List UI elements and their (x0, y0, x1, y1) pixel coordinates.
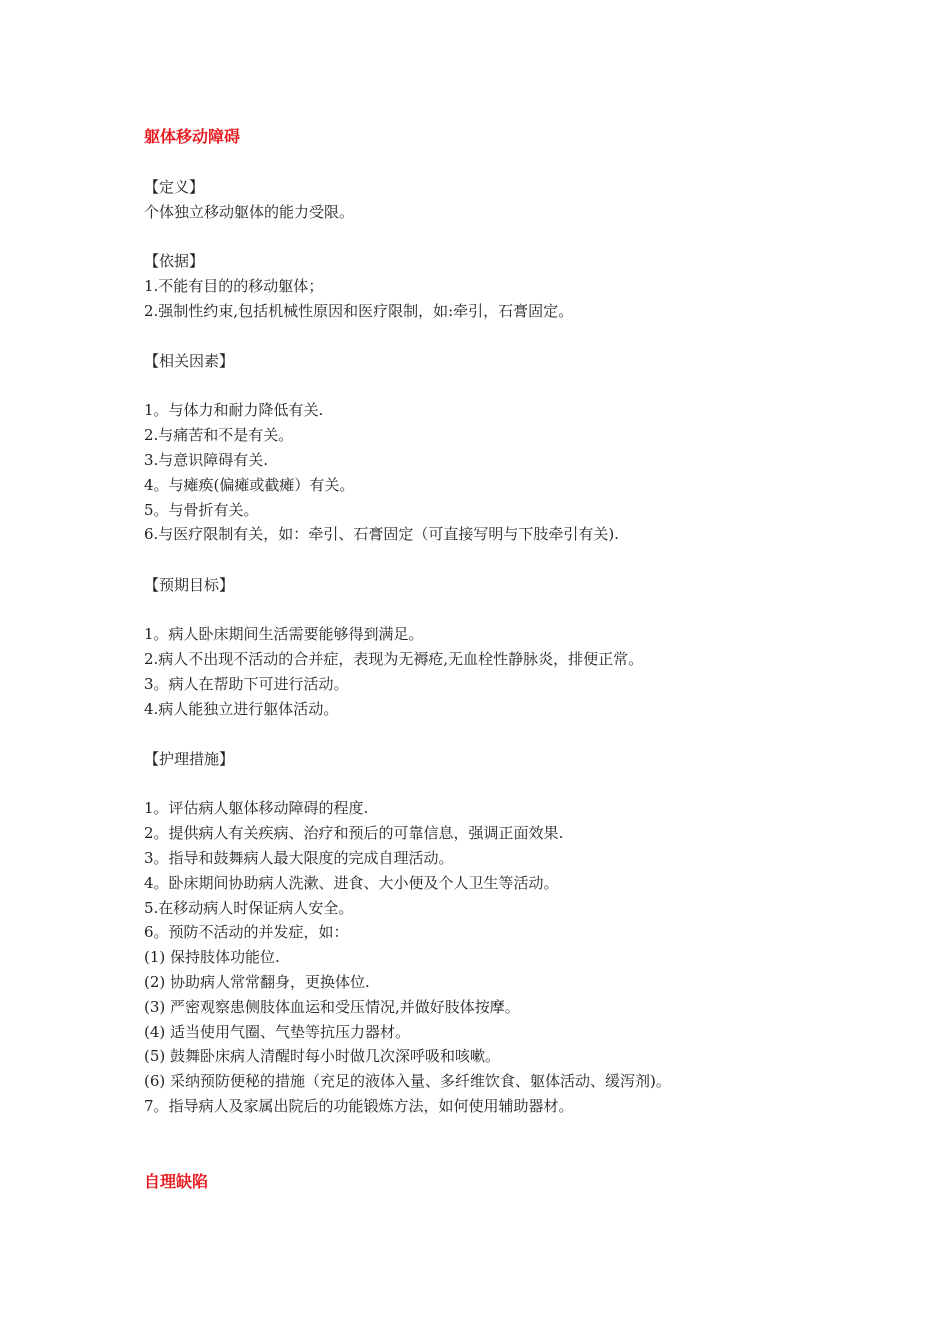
measure-item: 3。指导和鼓舞病人最大限度的完成自理活动。 (144, 849, 454, 867)
measure-subitem: (5) 鼓舞卧床病人清醒时每小时做几次深呼吸和咳嗽。 (144, 1047, 501, 1065)
basis-item: 1.不能有目的的移动躯体； (144, 277, 324, 295)
basis-heading: 【依据】 (144, 252, 205, 270)
factor-item: 5。与骨折有关。 (144, 501, 259, 519)
measure-item: 6。预防不活动的并发症，如： (144, 923, 349, 941)
definition-text: 个体独立移动躯体的能力受限。 (144, 203, 355, 221)
factors-heading: 【相关因素】 (144, 352, 235, 370)
measure-subitem: (3) 严密观察患侧肢体血运和受压情况,并做好肢体按摩。 (144, 998, 520, 1016)
factor-item: 6.与医疗限制有关，如：牵引、石膏固定（可直接写明与下肢牵引有关). (144, 525, 619, 543)
section-title-self-care-deficit: 自理缺陷 (144, 1172, 209, 1191)
measure-item: 1。评估病人躯体移动障碍的程度. (144, 799, 369, 817)
measure-item: 7。指导病人及家属出院后的功能锻炼方法，如何使用辅助器材。 (144, 1097, 574, 1115)
factor-item: 4。与瘫痪(偏瘫或截瘫）有关。 (144, 476, 355, 494)
factor-item: 2.与痛苦和不是有关。 (144, 426, 294, 444)
measures-heading: 【护理措施】 (144, 750, 235, 768)
measure-item: 2。提供病人有关疾病、治疗和预后的可靠信息，强调正面效果. (144, 824, 564, 842)
goal-item: 3。病人在帮助下可进行活动。 (144, 675, 349, 693)
measure-subitem: (6) 采纳预防便秘的措施（充足的液体入量、多纤维饮食、躯体活动、缓泻剂)。 (144, 1072, 671, 1090)
goal-item: 1。病人卧床期间生活需要能够得到满足。 (144, 625, 424, 643)
measure-subitem: (1) 保持肢体功能位. (144, 948, 280, 966)
section-title-mobility-impairment: 躯体移动障碍 (144, 127, 241, 146)
measure-item: 5.在移动病人时保证病人安全。 (144, 899, 354, 917)
goal-item: 2.病人不出现不活动的合并症，表现为无褥疮,无血栓性静脉炎，排便正常。 (144, 650, 644, 668)
factor-item: 3.与意识障碍有关. (144, 451, 269, 469)
measure-subitem: (4) 适当使用气圈、气垫等抗压力器材。 (144, 1023, 411, 1041)
goal-item: 4.病人能独立进行躯体活动。 (144, 700, 339, 718)
goals-heading: 【预期目标】 (144, 576, 235, 594)
definition-heading: 【定义】 (144, 178, 205, 196)
factor-item: 1。与体力和耐力降低有关. (144, 401, 324, 419)
measure-subitem: (2) 协助病人常常翻身，更换体位. (144, 973, 370, 991)
measure-item: 4。卧床期间协助病人洗漱、进食、大小便及个人卫生等活动。 (144, 874, 559, 892)
basis-item: 2.强制性约束,包括机械性原因和医疗限制，如:牵引，石膏固定。 (144, 302, 574, 320)
